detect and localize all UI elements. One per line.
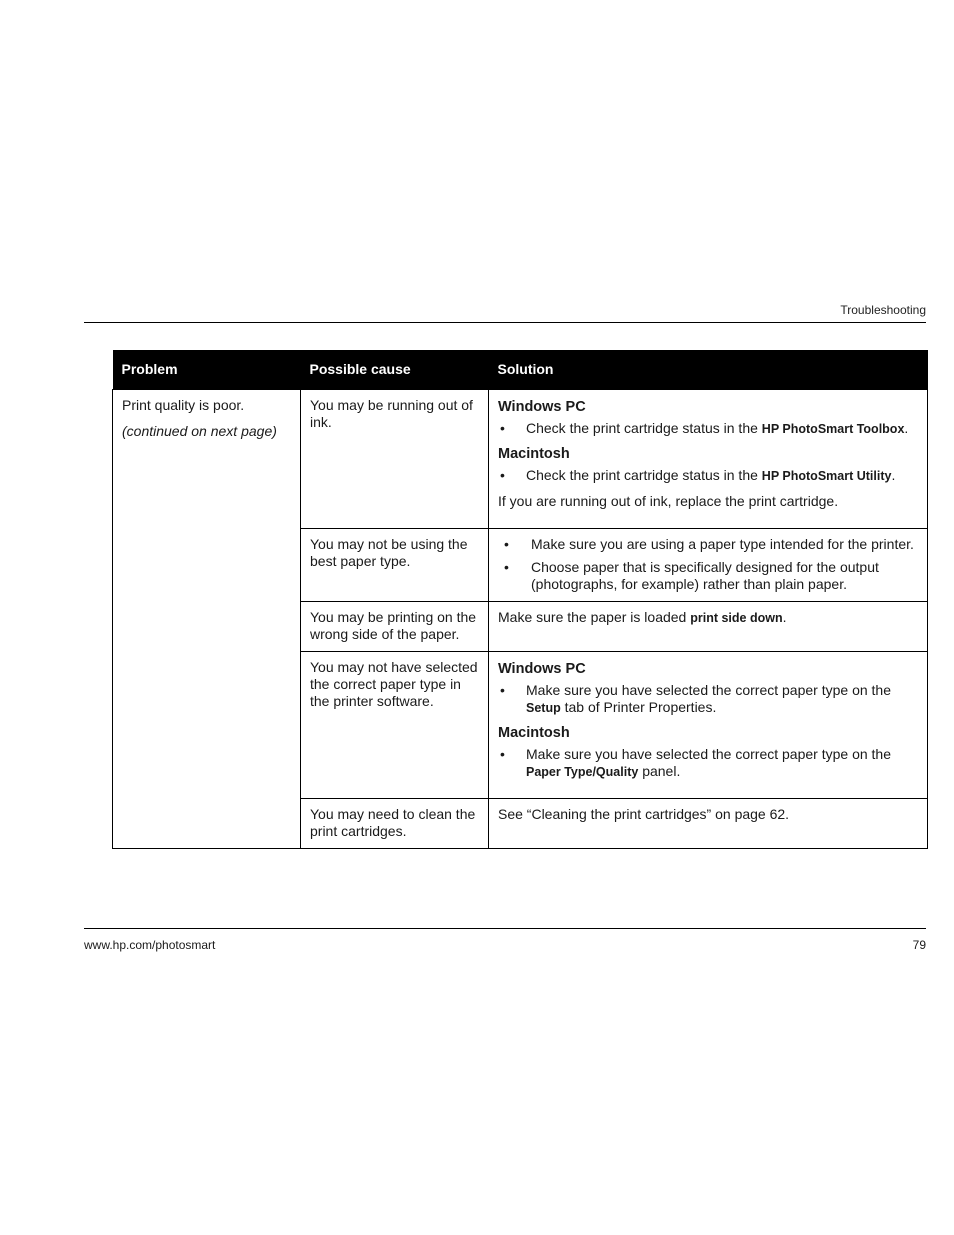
header-rule — [84, 322, 926, 323]
cause-cell: You may be printing on the wrong side of the paper. — [301, 602, 489, 652]
ui-term: Paper Type/Quality — [526, 765, 639, 779]
solution-cell: See “Cleaning the print cartridges” on page 62. — [489, 799, 928, 849]
cause-cell: You may not have selected the correct paper type in the printer software. — [301, 652, 489, 799]
mac-steps — [498, 467, 918, 485]
solution-cell — [489, 602, 928, 652]
bullet-icon: • — [500, 467, 505, 483]
page-number: 79 — [912, 938, 926, 952]
cause-cell: You may be running out of ink. — [301, 390, 489, 529]
table-header — [113, 350, 928, 390]
list-item — [498, 536, 918, 553]
solution-cell — [489, 390, 928, 529]
footer-rule — [84, 928, 926, 929]
column-header-problem: Problem — [113, 350, 301, 390]
step-end: . — [891, 467, 896, 483]
step-end: tab of Printer Properties. — [560, 699, 717, 715]
problem-text: Print quality is poor. — [122, 397, 245, 413]
footer-url: www.hp.com/photosmart — [84, 938, 216, 952]
ui-term: Setup — [526, 701, 561, 715]
solution-end: . — [782, 609, 787, 625]
bullet-icon: • — [500, 420, 505, 436]
solution-text: Make sure the paper is loaded — [498, 609, 691, 625]
step-text: Choose paper that is specifically designed for the output (photographs, for example) rather than plain paper. — [531, 559, 879, 592]
list-item — [498, 559, 918, 593]
continued-note: (continued on next page) — [122, 423, 277, 439]
windows-steps — [498, 420, 918, 438]
step-text: Make sure you are using a paper type intended for the printer. — [531, 536, 914, 552]
cause-cell: You may not be using the best paper type. — [301, 529, 489, 602]
column-header-cause: Possible cause — [301, 350, 489, 390]
column-header-solution: Solution — [489, 350, 928, 390]
step-text: Make sure you have selected the correct paper type on the — [526, 682, 891, 698]
list-item — [498, 746, 918, 781]
step-text: Check the print cartridge status in the — [526, 420, 762, 436]
solution-note: If you are running out of ink, replace the print cartridge. — [498, 493, 839, 509]
bullet-icon: • — [500, 746, 505, 762]
bullet-icon: • — [504, 536, 509, 552]
ui-term: HP PhotoSmart Toolbox — [761, 422, 905, 436]
step-end: panel. — [638, 763, 681, 779]
windows-steps — [498, 682, 918, 717]
problem-cell — [113, 390, 301, 849]
list-item — [498, 467, 918, 485]
mac-heading: Macintosh — [498, 446, 570, 462]
windows-heading: Windows PC — [498, 399, 586, 415]
troubleshooting-table — [112, 350, 928, 849]
list-item — [498, 682, 918, 717]
bullet-icon: • — [504, 559, 509, 575]
table-row — [113, 390, 928, 529]
step-text: Check the print cartridge status in the — [526, 467, 762, 483]
windows-heading: Windows PC — [498, 661, 586, 677]
step-end: . — [904, 420, 909, 436]
solution-steps — [498, 536, 918, 593]
ui-term: HP PhotoSmart Utility — [761, 469, 892, 483]
ui-term: print side down — [690, 611, 783, 625]
solution-cell — [489, 652, 928, 799]
step-text: Make sure you have selected the correct paper type on the — [526, 746, 891, 762]
bullet-icon: • — [500, 682, 505, 698]
list-item — [498, 420, 918, 438]
cause-cell: You may need to clean the print cartridges. — [301, 799, 489, 849]
mac-heading: Macintosh — [498, 725, 570, 741]
running-header: Troubleshooting — [840, 303, 926, 317]
mac-steps — [498, 746, 918, 781]
solution-cell — [489, 529, 928, 602]
